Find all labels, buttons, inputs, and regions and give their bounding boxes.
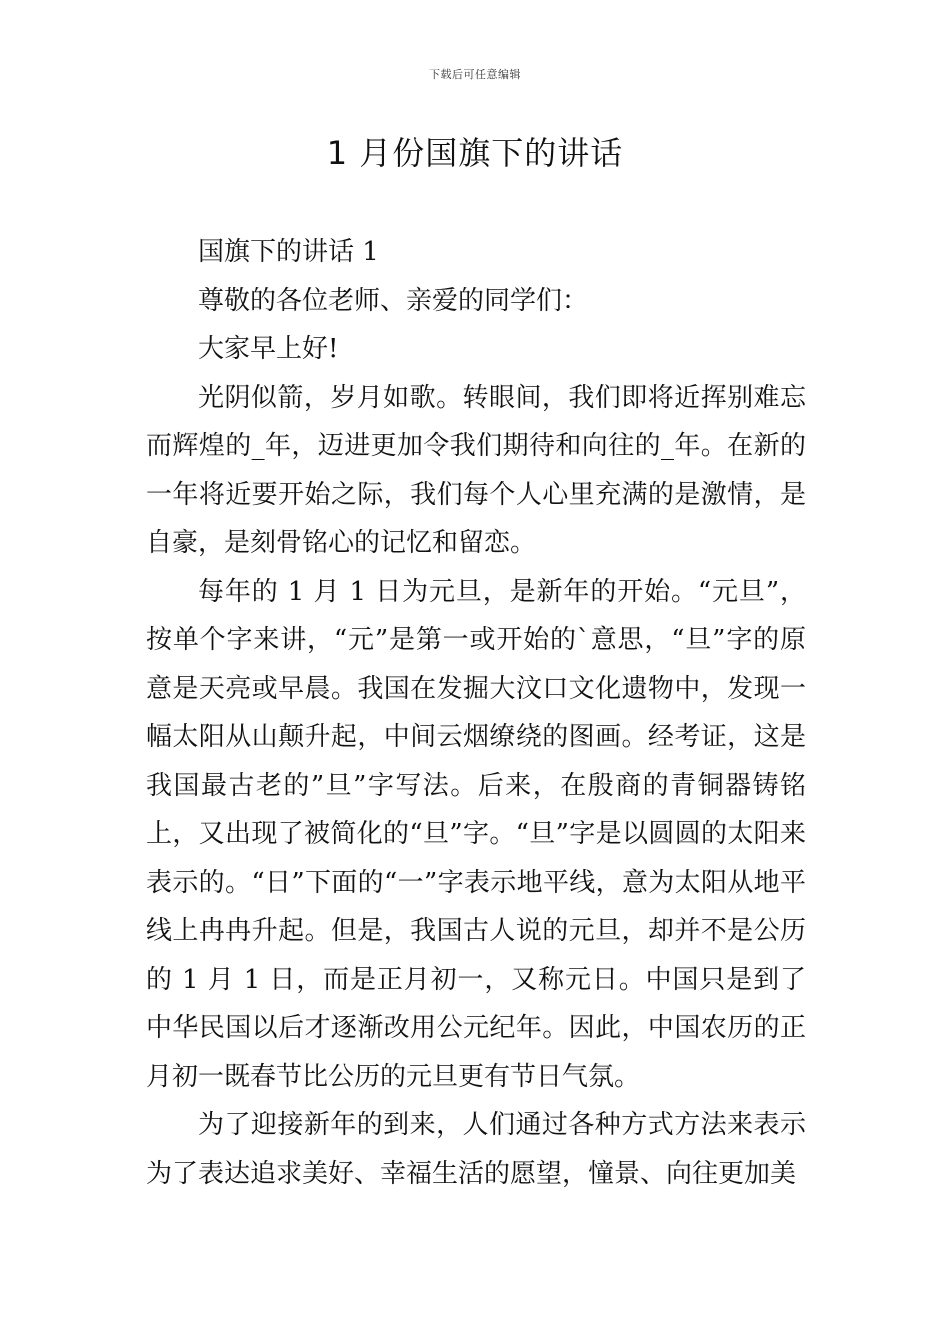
document-body <box>146 228 806 1198</box>
paragraph-salutation: 尊敬的各位老师、亲爱的同学们： <box>198 285 589 316</box>
paragraph-heading: 国旗下的讲话 1 <box>198 237 379 267</box>
paragraph-yuandan-origin: 每年的 1 月 1 日为元旦，是新年的开始。“元旦”，按单个字来讲，“元”是第一或开始的`意思，“旦”字的原意是天亮或早晨。我国在发掘大汶口文化遗物中，发现一幅太阳从山颠升起，中间云烟缭绕的图画。经考证，这是我国最古老的”旦”字写法。后来，在殷商的青铜器铸铭上，又出现了被简化的“旦”字。“旦”字是以圆圆的太阳来表示的。“日”下面的“一”字表示地平线，意为太阳从地平线上冉冉升起。但是，我国古人说的元旦，却并不是公历的 1 月 1 日，而是正月初一，又称元日。中国只是到了中华民国以后才逐渐改用公元纪年。因此，中国农历的正月初一既春节比公历的元旦更有节日气氛。 <box>146 576 806 1092</box>
paragraph-greeting: 大家早上好! <box>198 334 339 364</box>
header-note: 下载后可任意编辑 <box>429 68 521 81</box>
document-title: 1 月份国旗下的讲话 <box>326 134 624 172</box>
paragraph-intro: 光阴似箭，岁月如歌。转眼间，我们即将近挥别难忘而辉煌的_年，迈进更加令我们期待和向往的_年。在新的一年将近要开始之际，我们每个人心里充满的是激情，是自豪，是刻骨铭心的记忆和留恋。 <box>146 382 806 558</box>
paragraph-celebration: 为了迎接新年的到来，人们通过各种方式方法来表示为了表达追求美好、幸福生活的愿望，憧景、向往更加美 <box>146 1110 806 1189</box>
